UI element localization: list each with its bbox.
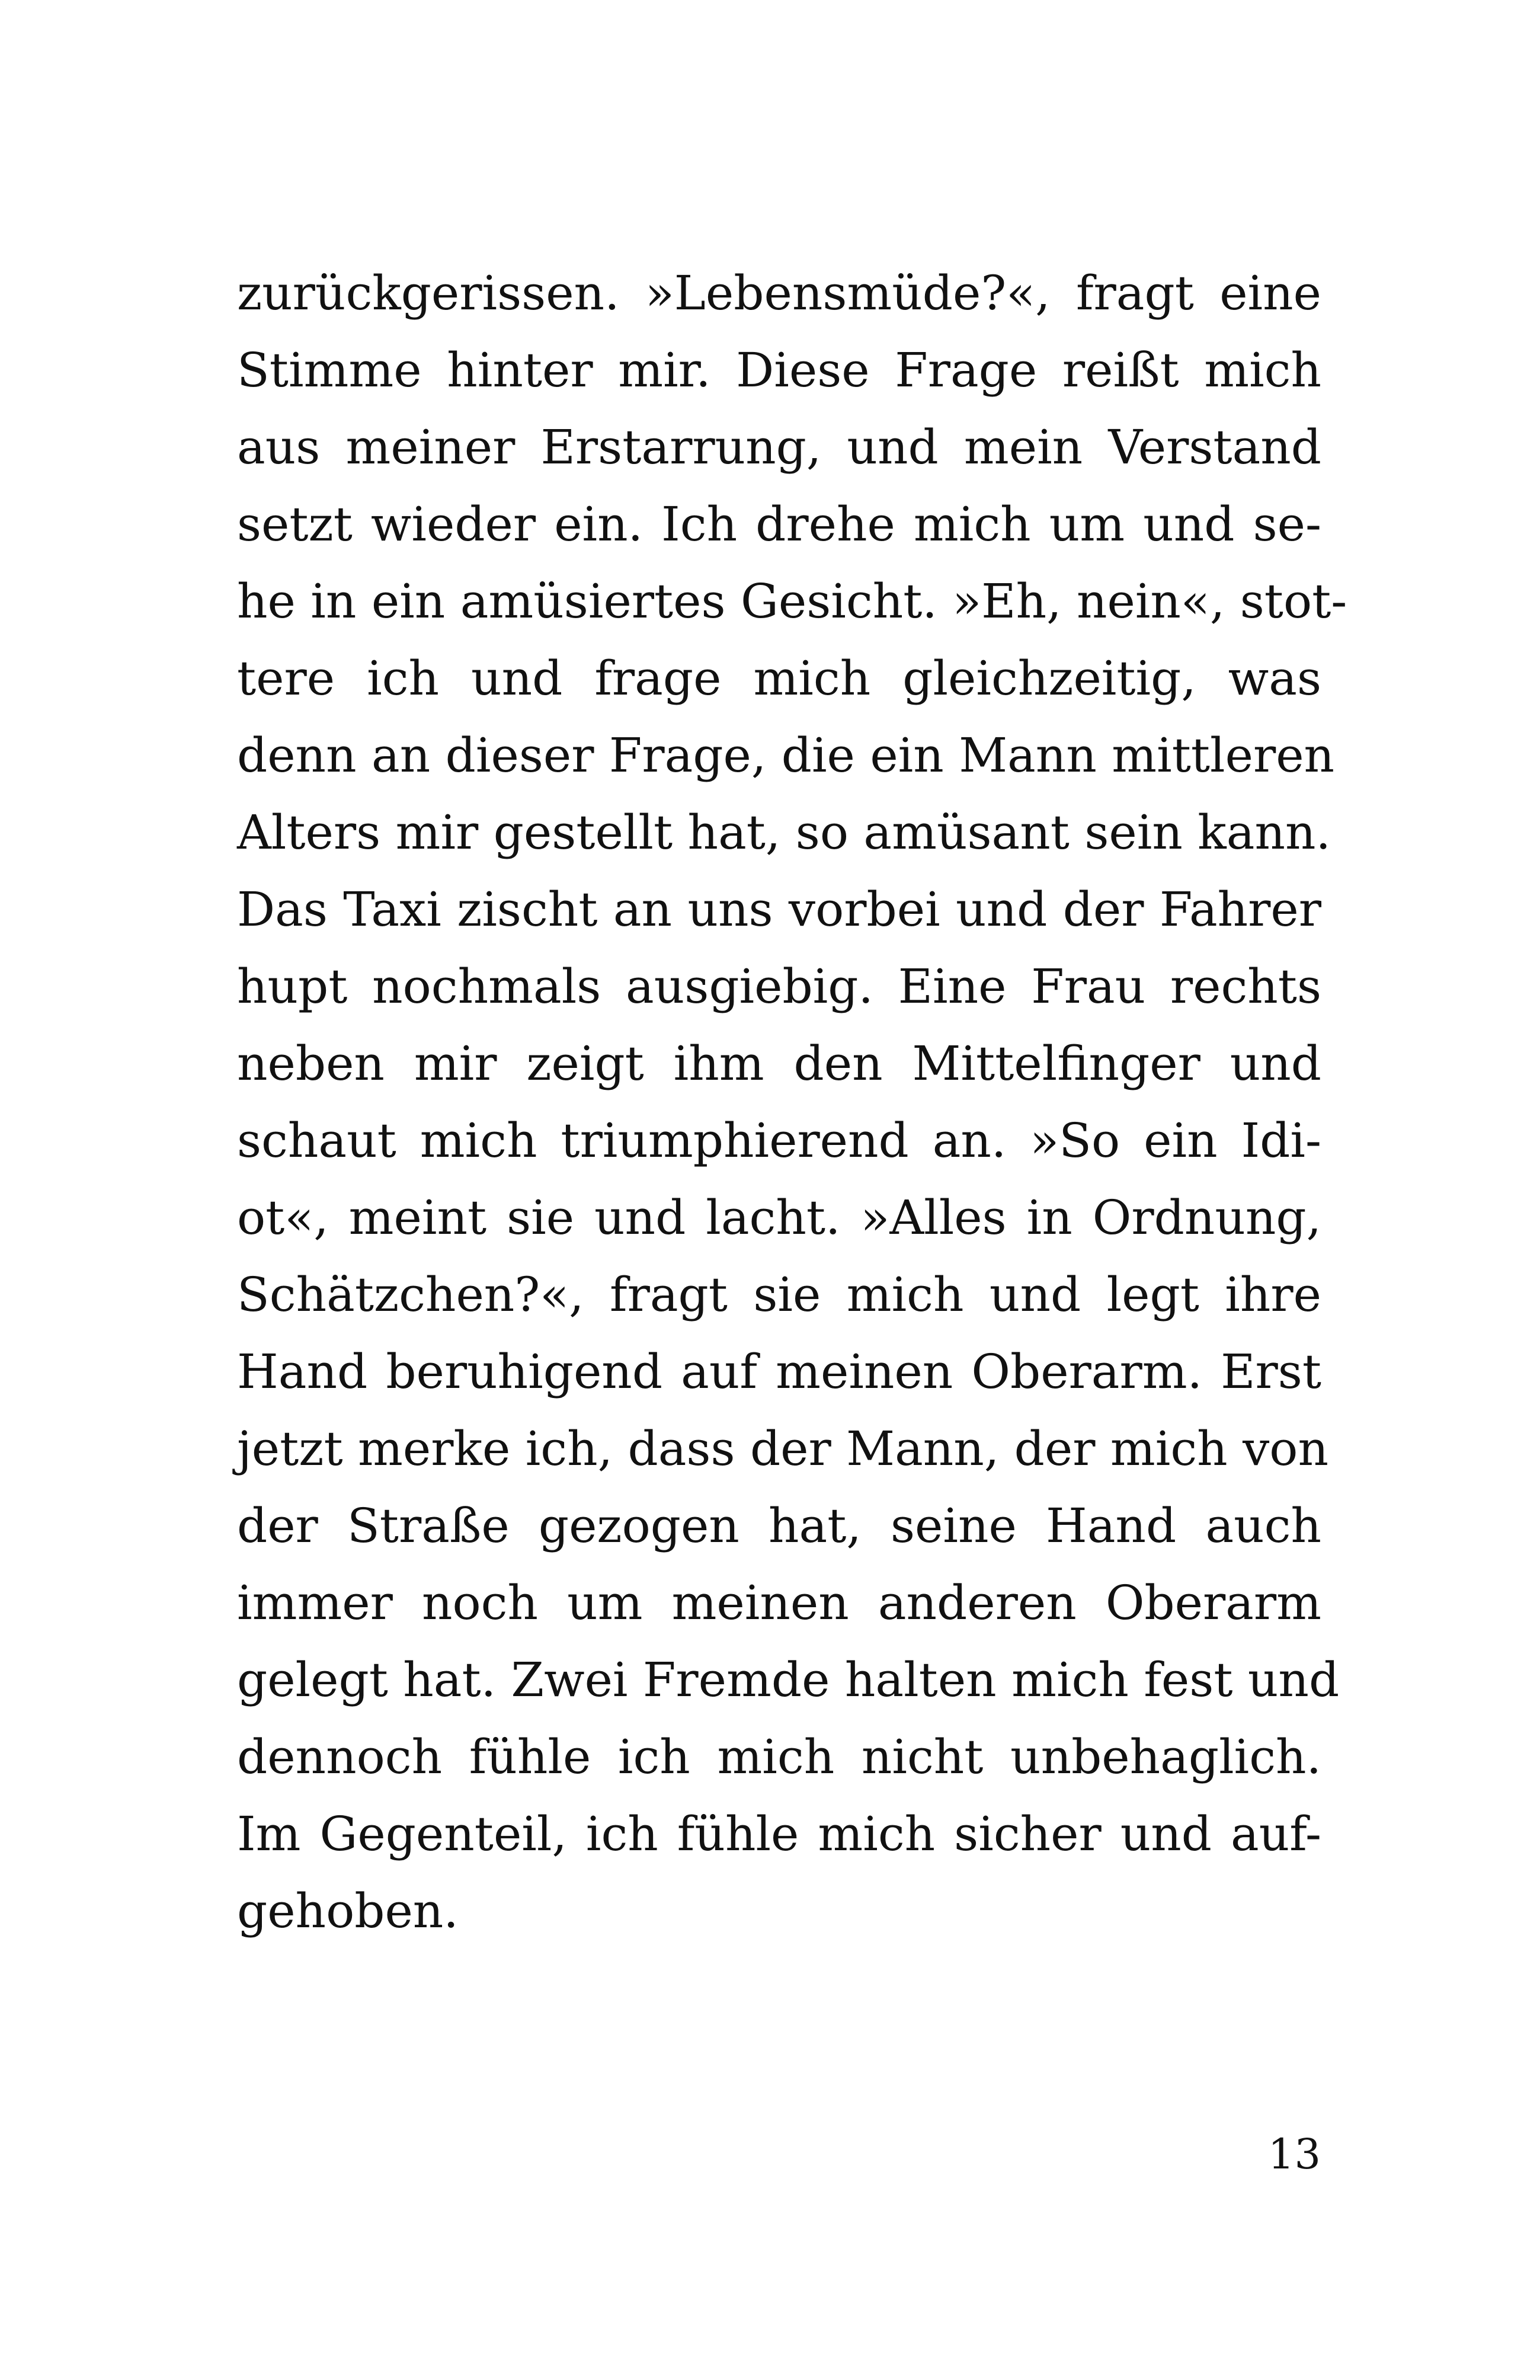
text-line: tere ich und frage mich gleichzeitig, was xyxy=(237,651,1321,706)
text-line: Im Gegenteil, ich fühle mich sicher und auf- xyxy=(237,1806,1321,1861)
text-line: zurückgerissen. »Lebensmüde?«, fragt eine xyxy=(237,265,1321,321)
text-line: hupt nochmals ausgiebig. Eine Frau rechts xyxy=(237,959,1321,1014)
text-line: he in ein amüsiertes Gesicht. »Eh, nein«, stot- xyxy=(237,574,1347,629)
text-line: Das Taxi zischt an uns vorbei und der Fahrer xyxy=(237,882,1321,937)
text-line: jetzt merke ich, dass der Mann, der mich von xyxy=(237,1421,1328,1476)
text-line: schaut mich triumphierend an. »So ein Idi- xyxy=(237,1113,1321,1168)
body-text xyxy=(237,255,1347,1950)
text-line: Stimme hinter mir. Diese Frage reißt mich xyxy=(237,343,1321,398)
text-line: aus meiner Erstarrung, und mein Verstand xyxy=(237,420,1321,475)
text-line: der Straße gezogen hat, seine Hand auch xyxy=(237,1498,1321,1553)
text-line: ot«, meint sie und lacht. »Alles in Ordnung, xyxy=(237,1190,1321,1245)
text-line: neben mir zeigt ihm den Mittelfinger und xyxy=(237,1036,1321,1091)
text-line: denn an dieser Frage, die ein Mann mittleren xyxy=(237,728,1335,783)
text-line: Alters mir gestellt hat, so amüsant sein kann. xyxy=(237,805,1331,860)
text-line-last: gehoben. xyxy=(237,1883,459,1938)
text-line: dennoch fühle ich mich nicht unbehaglich. xyxy=(237,1729,1321,1784)
text-line: Schätzchen?«, fragt sie mich und legt ihre xyxy=(237,1267,1321,1322)
text-line: immer noch um meinen anderen Oberarm xyxy=(237,1575,1321,1630)
text-line: Hand beruhigend auf meinen Oberarm. Erst xyxy=(237,1344,1321,1399)
text-line: setzt wieder ein. Ich drehe mich um und se- xyxy=(237,497,1321,552)
page-number: 13 xyxy=(1267,2130,1321,2179)
text-line: gelegt hat. Zwei Fremde halten mich fest und xyxy=(237,1652,1340,1707)
